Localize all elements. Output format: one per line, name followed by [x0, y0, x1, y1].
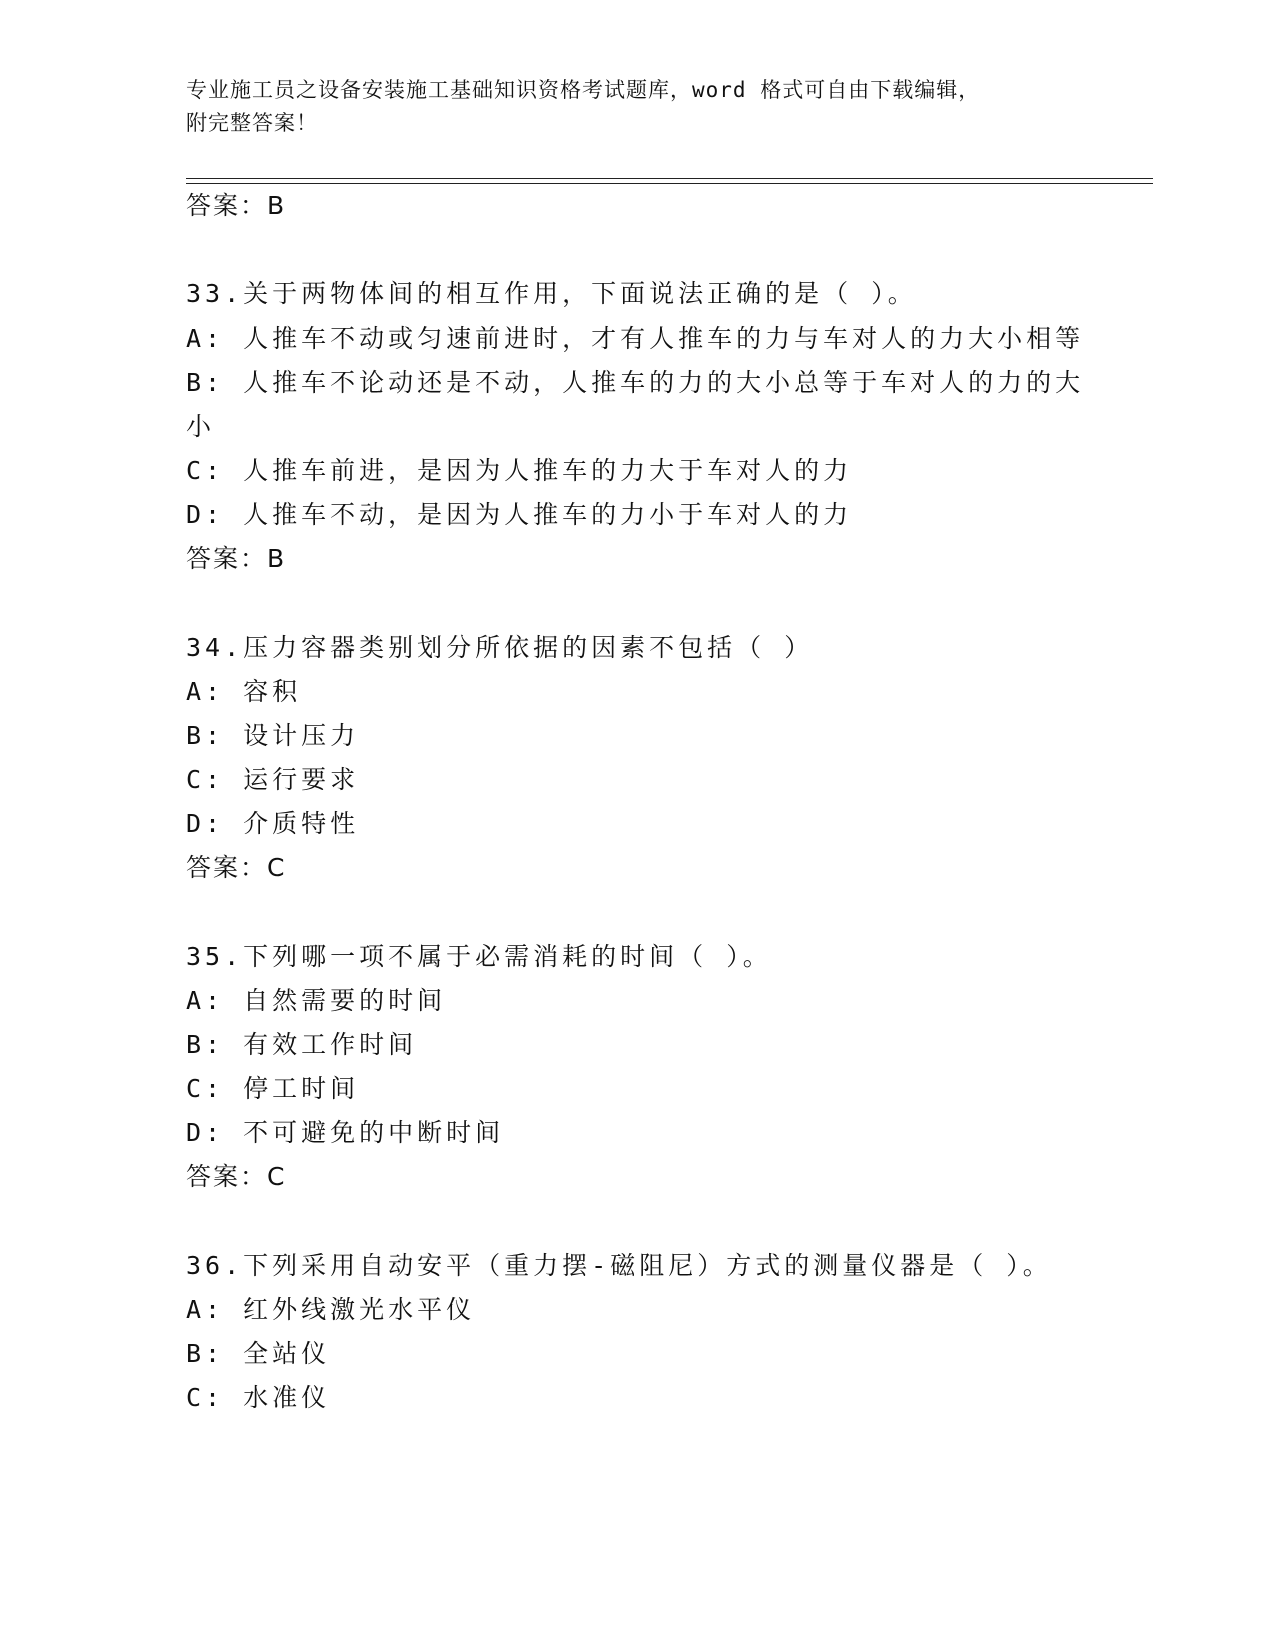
question-34: 34.压力容器类别划分所依据的因素不包括（ ）	[186, 633, 814, 662]
header-rule-top	[186, 178, 1153, 179]
option-line: A: 人推车不动或匀速前进时，才有人推车的力与车对人的力大小相等	[186, 324, 1085, 353]
option-line: B: 设计压力	[186, 721, 360, 750]
header-rule-bottom	[186, 183, 1153, 184]
answer-line: 答案：C	[186, 853, 287, 882]
answer-line: 答案：B	[186, 191, 287, 220]
question-35: 35.下列哪一项不属于必需消耗的时间（ ）。	[186, 942, 772, 971]
option-line: D: 介质特性	[186, 809, 360, 838]
option-line: B: 有效工作时间	[186, 1030, 418, 1059]
option-line: C: 运行要求	[186, 765, 360, 794]
question-33: 33.关于两物体间的相互作用，下面说法正确的是（ ）。	[186, 279, 917, 308]
option-line: C: 人推车前进，是因为人推车的力大于车对人的力	[186, 456, 853, 485]
option-line: A: 容积	[186, 677, 302, 706]
option-line: C: 停工时间	[186, 1074, 360, 1103]
option-line: B: 全站仪	[186, 1339, 331, 1368]
question-36: 36.下列采用自动安平（重力摆-磁阻尼）方式的测量仪器是（ ）。	[186, 1251, 1052, 1280]
option-line: D: 人推车不动，是因为人推车的力小于车对人的力	[186, 500, 853, 529]
option-line: D: 不可避免的中断时间	[186, 1118, 505, 1147]
answer-line: 答案：C	[186, 1162, 287, 1191]
option-line: A: 自然需要的时间	[186, 986, 447, 1015]
option-line: B: 人推车不论动还是不动，人推车的力的大小总等于车对人的力的大	[186, 368, 1085, 397]
option-line-continued: 小	[186, 412, 216, 441]
document-header: 专业施工员之设备安装施工基础知识资格考试题库，word 格式可自由下载编辑， 附完整答案！	[186, 78, 981, 135]
answer-line: 答案：B	[186, 544, 287, 573]
option-line: C: 水准仪	[186, 1383, 331, 1412]
option-line: A: 红外线激光水平仪	[186, 1295, 476, 1324]
